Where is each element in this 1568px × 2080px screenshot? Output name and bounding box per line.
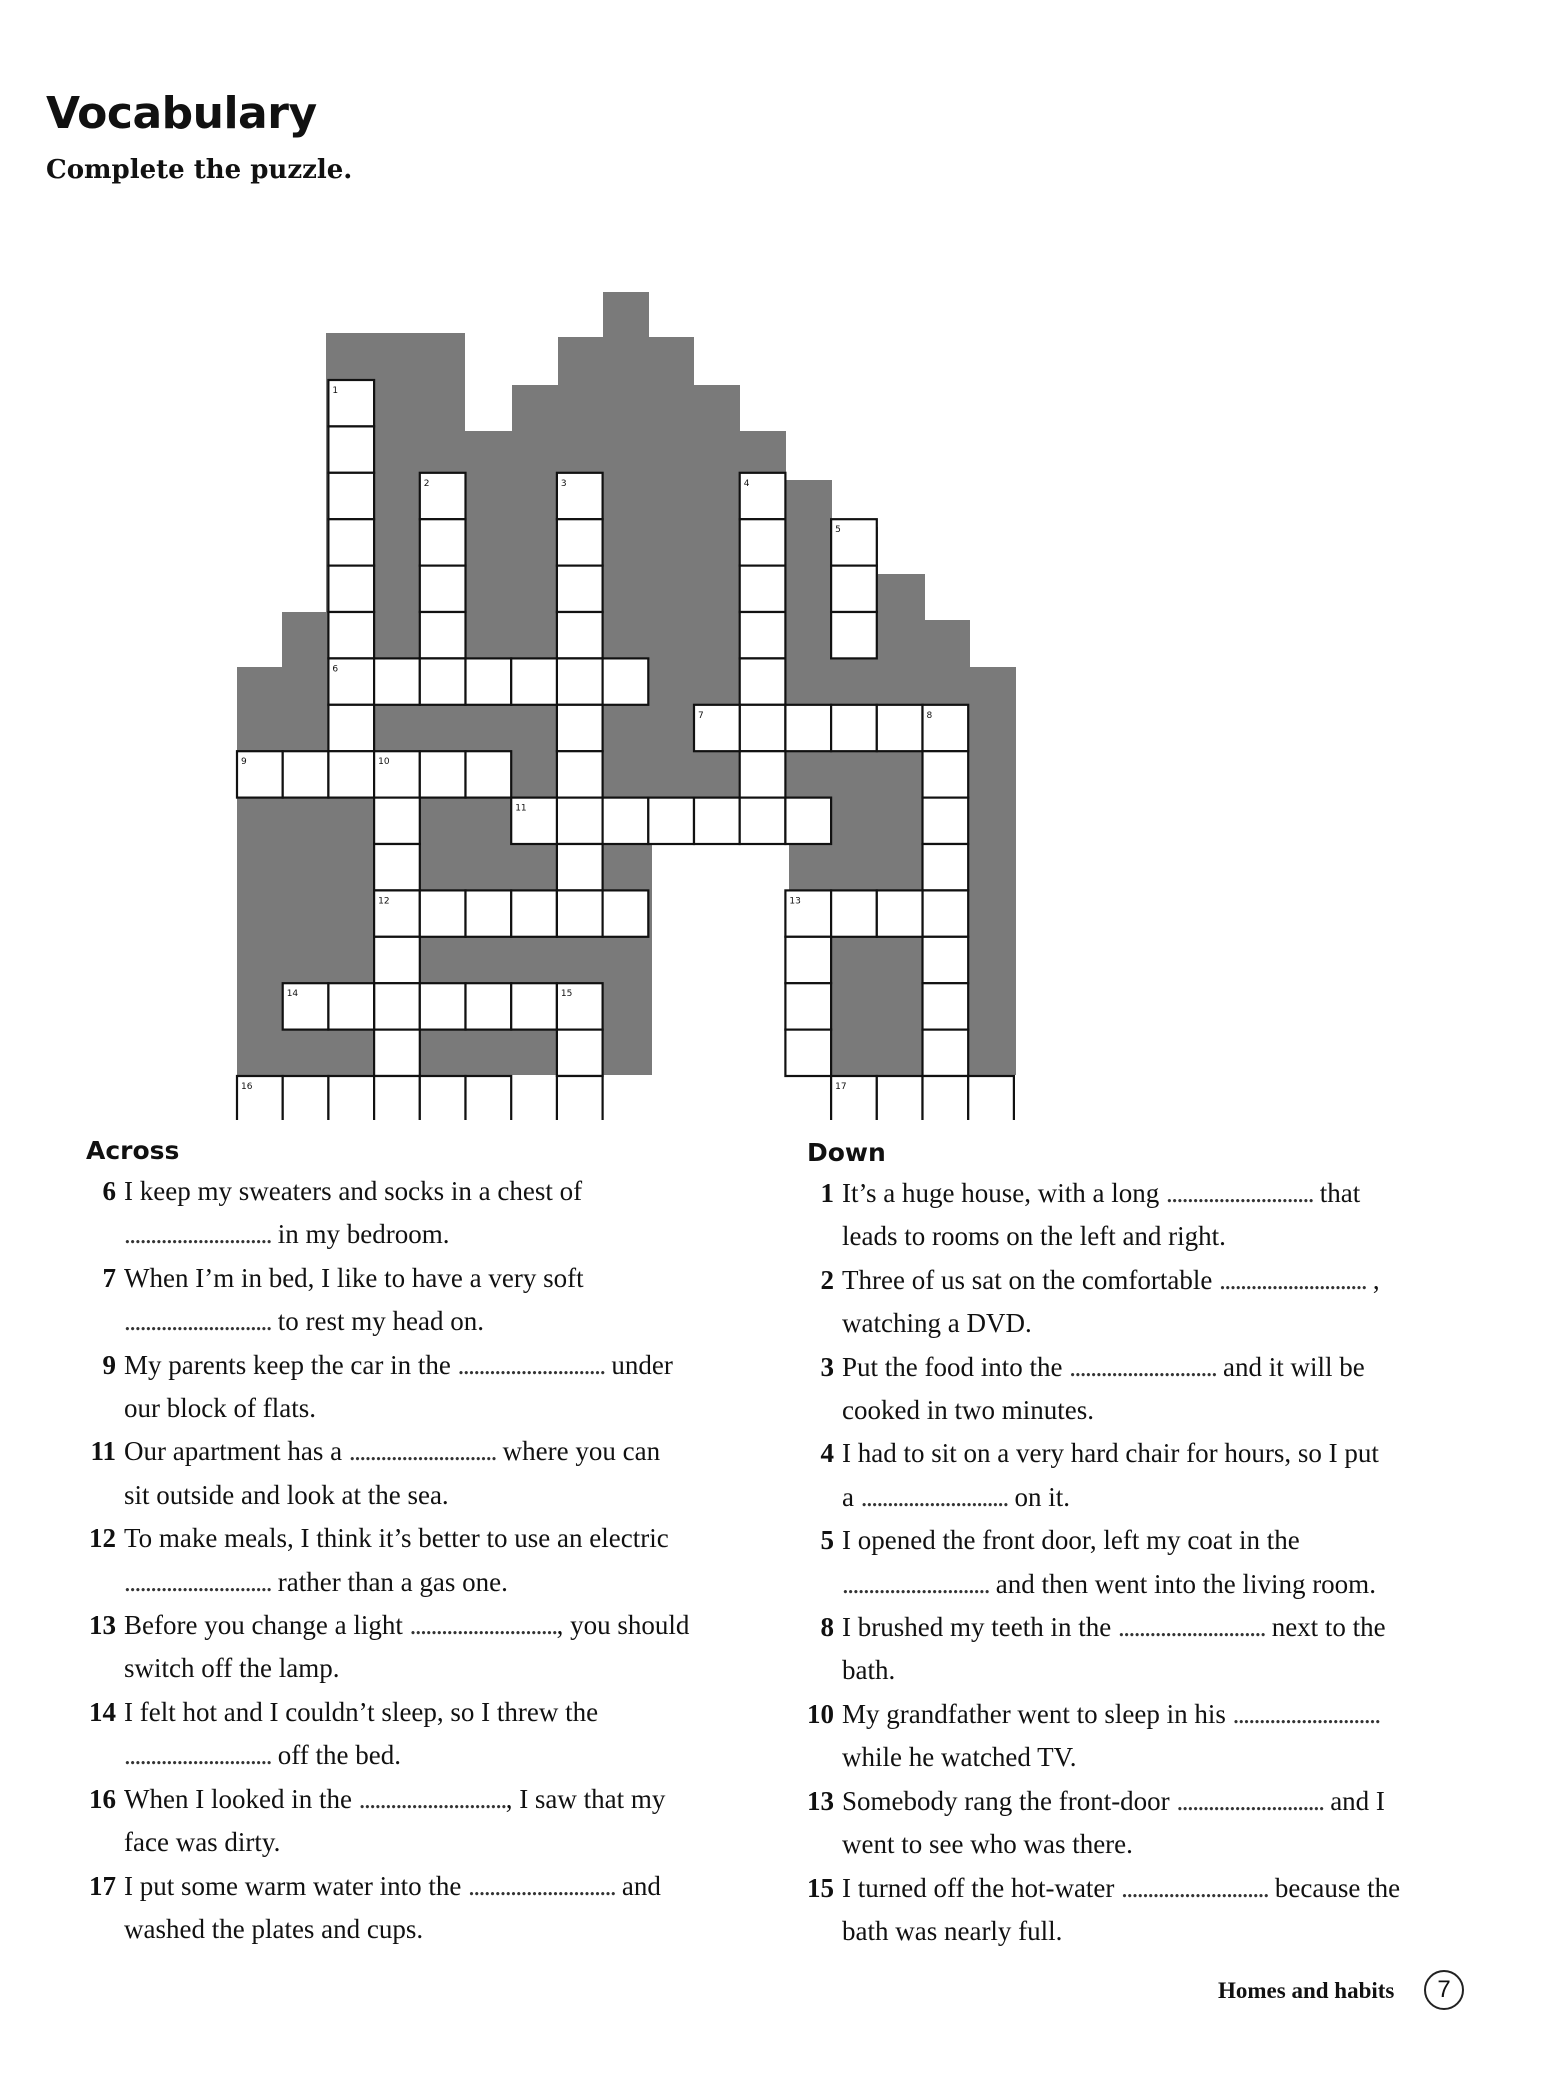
clue-item [86, 1604, 746, 1691]
answer-blank[interactable]: ............................ [468, 1870, 616, 1901]
grid-cell[interactable] [328, 426, 374, 472]
grid-cell[interactable] [420, 890, 466, 936]
clue-number: 17 [89, 1870, 116, 1901]
answer-blank[interactable]: ............................ [124, 1219, 271, 1250]
grid-cell[interactable] [420, 612, 466, 658]
grid-cell[interactable] [466, 658, 512, 704]
grid-cell[interactable] [923, 983, 969, 1029]
grid-cell[interactable] [557, 890, 603, 936]
clue-text: off the bed. [271, 1740, 401, 1771]
answer-blank[interactable]: ............................ [124, 1566, 271, 1597]
clue-text: in my bedroom. [271, 1219, 450, 1250]
clue-text: and it will be [1216, 1351, 1365, 1382]
clue-item [86, 1344, 746, 1431]
grid-cell[interactable] [785, 937, 831, 983]
grid-cell[interactable] [283, 1076, 329, 1120]
clue-text: To make meals, I think it’s better to use an electric [124, 1523, 669, 1554]
clue-text: I turned off the hot-water [842, 1872, 1122, 1903]
clue-number-label: 4 [743, 478, 750, 489]
clue-text: sit outside and look at the sea. [124, 1479, 449, 1510]
grid-cell[interactable] [740, 658, 786, 704]
clue-number-label: 14 [286, 989, 299, 1000]
clue-text: on it. [1007, 1481, 1070, 1512]
clue-item [804, 1259, 1494, 1346]
answer-blank[interactable]: ............................ [1176, 1785, 1324, 1816]
clue-item [86, 1430, 746, 1517]
clue-item [86, 1778, 746, 1865]
grid-cell[interactable] [740, 705, 786, 751]
grid-cell[interactable] [557, 798, 603, 844]
clue-number: 12 [89, 1523, 116, 1554]
grid-cell[interactable] [557, 751, 603, 797]
grid-cell[interactable] [374, 1076, 420, 1120]
clue-item [804, 1172, 1494, 1259]
section-name: Homes and habits [1218, 1978, 1395, 2003]
grid-cell[interactable] [466, 890, 512, 936]
grid-cell[interactable] [603, 798, 649, 844]
clue-number-label: 8 [926, 710, 933, 721]
grid-cell[interactable] [374, 1030, 420, 1076]
grid-cell[interactable] [511, 890, 557, 936]
grid-cell[interactable] [328, 1076, 374, 1120]
grid-cell[interactable] [923, 890, 969, 936]
grid-cell[interactable] [511, 658, 557, 704]
grid-cell[interactable] [374, 658, 420, 704]
grid-cell[interactable] [466, 983, 512, 1029]
clue-text: It’s a huge house, with a long [842, 1178, 1166, 1208]
clue-number: 5 [820, 1525, 834, 1556]
clue-text: and then went into the living room. [989, 1568, 1376, 1599]
clue-number: 16 [89, 1783, 116, 1814]
down-clue-list [804, 1172, 1494, 1953]
clue-text: watching a DVD. [842, 1308, 1032, 1339]
grid-cell[interactable] [968, 1076, 1014, 1120]
clue-text: washed the plates and cups. [124, 1913, 424, 1944]
clue-text: and I [1323, 1785, 1385, 1816]
grid-cell[interactable] [328, 519, 374, 565]
grid-cell[interactable] [328, 983, 374, 1029]
clue-text: Somebody rang the front-door [842, 1785, 1177, 1816]
clue-item [804, 1780, 1494, 1867]
clue-text: next to the [1264, 1612, 1386, 1643]
answer-blank[interactable]: ............................ [124, 1740, 271, 1771]
grid-cell[interactable] [785, 983, 831, 1029]
clue-item [804, 1693, 1494, 1780]
clue-text: bath. [842, 1655, 896, 1686]
answer-blank[interactable]: ............................ [1069, 1351, 1217, 1382]
grid-cell[interactable] [877, 1076, 923, 1120]
grid-cell[interactable] [374, 937, 420, 983]
answer-blank[interactable]: ............................ [124, 1306, 271, 1337]
grid-cell[interactable] [511, 983, 557, 1029]
answer-blank[interactable]: ............................ [409, 1610, 557, 1641]
grid-cell[interactable] [603, 658, 649, 704]
clue-text: that [1312, 1178, 1361, 1208]
answer-blank[interactable]: ............................ [1117, 1612, 1265, 1643]
clue-text: My grandfather went to sleep in his [842, 1698, 1233, 1729]
grid-cell[interactable] [374, 798, 420, 844]
grid-cell[interactable] [466, 751, 512, 797]
answer-blank[interactable]: ............................ [1165, 1178, 1313, 1208]
clue-item [804, 1867, 1494, 1954]
clue-number-label: 11 [515, 803, 527, 814]
grid-cell[interactable] [877, 890, 923, 936]
grid-cell[interactable] [420, 566, 466, 612]
grid-cell[interactable] [420, 658, 466, 704]
grid-cell[interactable] [557, 612, 603, 658]
grid-cell[interactable] [603, 890, 649, 936]
clue-number-label: 5 [835, 525, 841, 536]
clue-text: Before you change a light [124, 1610, 410, 1641]
across-heading: Across [86, 1136, 180, 1165]
clue-number-label: 12 [378, 896, 390, 907]
clue-text: I brushed my teeth in the [842, 1612, 1118, 1643]
clue-number-label: 3 [560, 478, 567, 489]
clue-number: 2 [820, 1264, 834, 1295]
clue-text: Three of us sat on the comfortable [842, 1264, 1220, 1295]
grid-cell[interactable] [557, 519, 603, 565]
clue-number-label: 13 [789, 896, 801, 907]
clue-text: while he watched TV. [842, 1742, 1077, 1773]
grid-cell[interactable] [328, 566, 374, 612]
grid-cell[interactable] [831, 566, 877, 612]
clue-number-label: 9 [241, 757, 247, 768]
clue-text: and [615, 1870, 661, 1901]
clue-number-label: 6 [332, 664, 339, 675]
grid-cell[interactable] [328, 751, 374, 797]
down-heading: Down [807, 1138, 886, 1167]
clue-number-label: 15 [560, 989, 573, 1000]
clue-item [804, 1606, 1494, 1693]
grid-cell[interactable] [740, 519, 786, 565]
grid-cell[interactable] [420, 751, 466, 797]
clue-number: 13 [807, 1785, 834, 1816]
clue-item [804, 1519, 1494, 1606]
grid-cell[interactable] [328, 473, 374, 519]
clue-text: When I looked in the [124, 1783, 359, 1814]
grid-cell[interactable] [877, 705, 923, 751]
clue-item [86, 1865, 746, 1952]
grid-cell[interactable] [831, 612, 877, 658]
clue-number-label: 7 [698, 710, 704, 721]
clue-text: rather than a gas one. [271, 1566, 508, 1597]
clue-text: bath was nearly full. [842, 1915, 1063, 1946]
grid-cell[interactable] [694, 798, 740, 844]
grid-cell[interactable] [923, 937, 969, 983]
clue-number: 13 [89, 1610, 116, 1641]
clue-text: to rest my head on. [271, 1306, 484, 1337]
clue-number: 6 [102, 1176, 116, 1206]
clue-text: , you should [556, 1610, 690, 1641]
answer-blank[interactable]: ............................ [1232, 1698, 1380, 1729]
clue-text: I put some warm water into the [124, 1870, 469, 1901]
clue-number: 4 [820, 1438, 834, 1469]
answer-blank[interactable]: ............................ [860, 1481, 1008, 1512]
clue-number: 1 [820, 1178, 834, 1208]
answer-blank[interactable]: ............................ [457, 1349, 605, 1380]
clue-text: , [1366, 1264, 1380, 1295]
grid-cell[interactable] [420, 519, 466, 565]
grid-cell[interactable] [740, 566, 786, 612]
clue-text: I had to sit on a very hard chair for hours, so I put [842, 1438, 1379, 1469]
grid-cell[interactable] [785, 1030, 831, 1076]
grid-cell[interactable] [923, 1076, 969, 1120]
clue-text: went to see who was there. [842, 1829, 1133, 1860]
grid-cell[interactable] [328, 705, 374, 751]
grid-cell[interactable] [740, 751, 786, 797]
grid-cell[interactable] [466, 1076, 512, 1120]
clue-text: leads to rooms on the left and right. [842, 1221, 1226, 1252]
clue-number: 3 [820, 1351, 834, 1382]
grid-cell[interactable] [557, 658, 603, 704]
grid-cell[interactable] [374, 844, 420, 890]
grid-cell[interactable] [283, 751, 329, 797]
instruction: Complete the puzzle. [46, 155, 353, 185]
grid-cell[interactable] [923, 798, 969, 844]
clue-number-label: 2 [423, 478, 430, 489]
clue-number: 15 [807, 1872, 834, 1903]
grid-cell[interactable] [420, 1076, 466, 1120]
clue-text: a [842, 1481, 861, 1512]
clue-text: I felt hot and I couldn’t sleep, so I threw the [124, 1696, 599, 1727]
clue-number-label: 17 [835, 1082, 847, 1092]
clue-item [86, 1691, 746, 1778]
clue-number: 7 [102, 1262, 116, 1293]
grid-cell[interactable] [740, 612, 786, 658]
clue-text: because the [1268, 1872, 1401, 1903]
grid-cell[interactable] [785, 798, 831, 844]
grid-cell[interactable] [557, 1030, 603, 1076]
grid-cell[interactable] [923, 1030, 969, 1076]
grid-cell[interactable] [831, 890, 877, 936]
clue-text: cooked in two minutes. [842, 1395, 1094, 1426]
clue-text: I keep my sweaters and socks in a chest of [124, 1176, 583, 1206]
grid-cell[interactable] [420, 983, 466, 1029]
grid-cell[interactable] [923, 844, 969, 890]
grid-cell[interactable] [328, 612, 374, 658]
grid-cell[interactable] [557, 844, 603, 890]
clue-item [86, 1170, 746, 1257]
clue-number: 8 [820, 1612, 834, 1643]
clue-text: Our apartment has a [124, 1436, 349, 1467]
clue-item [804, 1346, 1494, 1433]
grid-cell[interactable] [785, 705, 831, 751]
grid-cell[interactable] [831, 705, 877, 751]
grid-cell[interactable] [557, 705, 603, 751]
clue-number: 10 [807, 1698, 834, 1729]
clue-text: My parents keep the car in the [124, 1349, 458, 1380]
grid-cell[interactable] [740, 798, 786, 844]
across-clue-list [86, 1170, 746, 1951]
page-number: 7 [1424, 1970, 1464, 2010]
grid-cell[interactable] [557, 566, 603, 612]
page-title: Vocabulary [46, 88, 317, 139]
clue-text: , I saw that my [505, 1783, 666, 1814]
clue-text: Put the food into the [842, 1351, 1070, 1382]
clue-text: I opened the front door, left my coat in the [842, 1525, 1300, 1556]
grid-cell[interactable] [557, 1076, 603, 1120]
clue-item [86, 1257, 746, 1344]
clue-number-label: 1 [332, 386, 339, 396]
answer-blank[interactable]: ............................ [358, 1783, 506, 1814]
clue-text: When I’m in bed, I like to have a very soft [124, 1262, 584, 1293]
clue-number-label: 10 [378, 757, 390, 768]
answer-blank[interactable]: ............................ [842, 1568, 989, 1599]
answer-blank[interactable]: ............................ [1219, 1264, 1367, 1295]
answer-blank[interactable]: ............................ [1121, 1872, 1269, 1903]
clue-text: under [604, 1349, 673, 1380]
grid-cell[interactable] [923, 751, 969, 797]
clue-text: face was dirty. [124, 1827, 281, 1858]
clue-number: 11 [90, 1436, 116, 1467]
clue-item [804, 1432, 1494, 1519]
grid-cell[interactable] [374, 983, 420, 1029]
clue-text: switch off the lamp. [124, 1653, 340, 1684]
answer-blank[interactable]: ............................ [348, 1436, 496, 1467]
clue-text: our block of flats. [124, 1393, 316, 1424]
grid-cell[interactable] [648, 798, 694, 844]
clue-number: 9 [102, 1349, 116, 1380]
clue-number: 14 [89, 1696, 116, 1727]
clue-number-label: 16 [241, 1082, 253, 1092]
clue-text: where you can [495, 1436, 661, 1467]
clue-item [86, 1517, 746, 1604]
